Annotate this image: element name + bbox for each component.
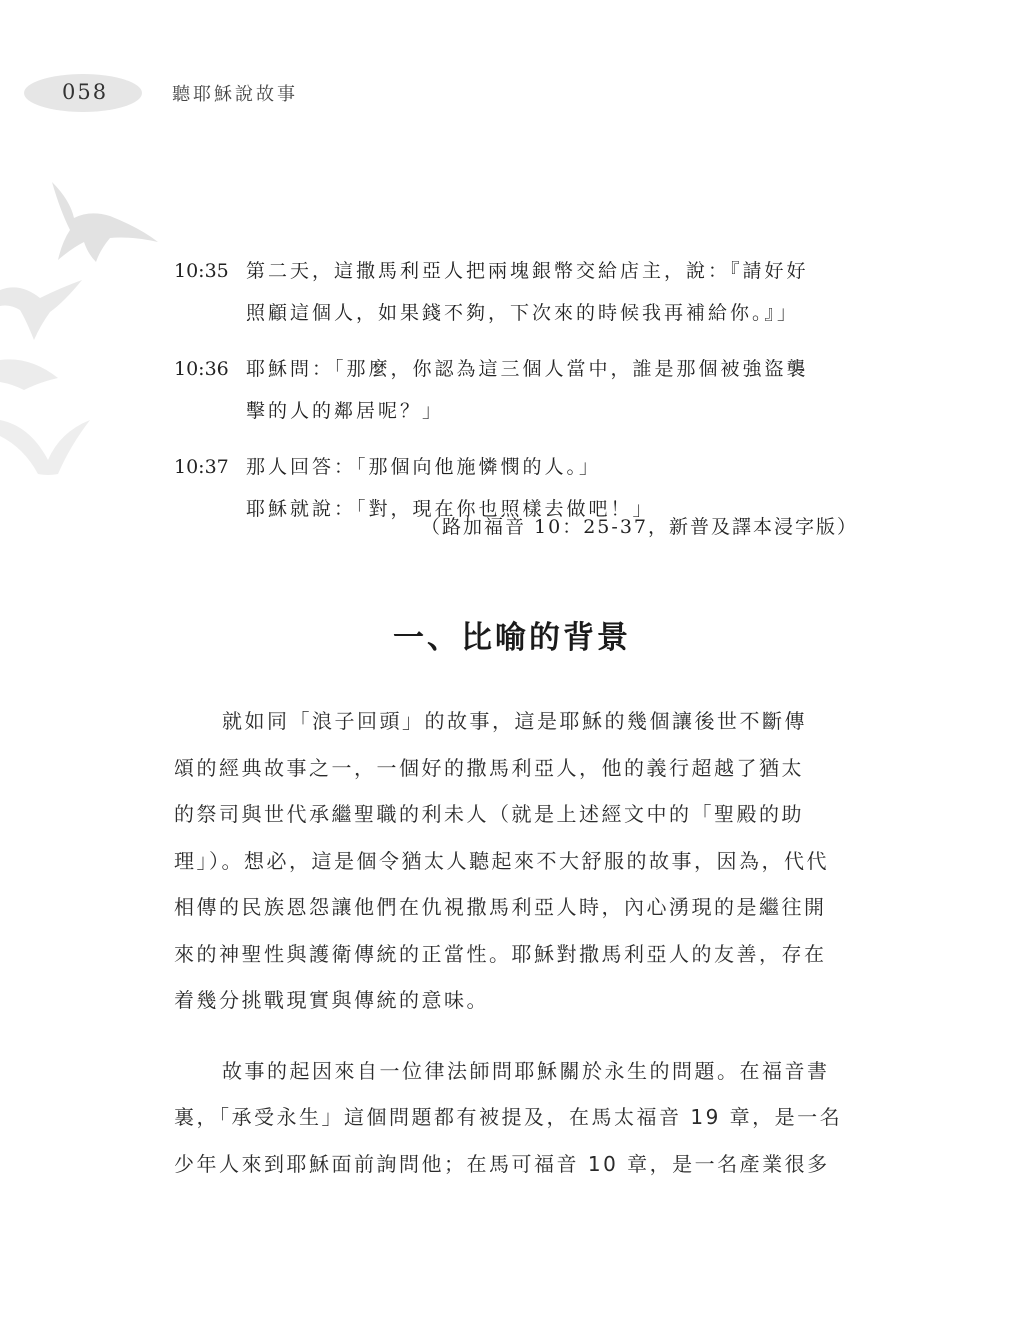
bird-book-watermark-icon (0, 170, 170, 500)
paragraph (174, 698, 864, 1024)
paragraph-line: 着幾分挑戰現實與傳統的意味。 (174, 988, 489, 1012)
paragraph-line: 少年人來到耶穌面前詢問他；在馬可福音 10 章，是一名產業很多 (174, 1151, 830, 1176)
verse-line: 第二天，這撒馬利亞人把兩塊銀幣交給店主，說：『請好好 (246, 260, 809, 282)
verse-10-35 (174, 250, 864, 334)
verse-number: 10:35 (174, 260, 229, 282)
paragraph (174, 1048, 864, 1188)
paragraph-line: 頌的經典故事之一，一個好的撒馬利亞人，他的義行超越了猶太 (174, 755, 804, 780)
page-number: 058 (62, 80, 109, 104)
section-heading: 一、比喻的背景 (393, 620, 631, 656)
verse-10-36 (174, 348, 864, 432)
verse-number: 10:37 (174, 456, 229, 478)
verse-line: 那人回答：「那個向他施憐憫的人。」 (246, 456, 602, 478)
verse-line: 照顧這個人，如果錢不夠，下次來的時候我再補給你。』」 (246, 302, 800, 324)
verse-text (246, 348, 864, 432)
verse-number: 10:36 (174, 358, 229, 380)
paragraph-line: 來的神聖性與護衛傳統的正當性。耶穌對撒馬利亞人的友善，存在 (174, 941, 827, 966)
verse-text (246, 250, 864, 334)
paragraph-line: 裏，「承受永生」這個問題都有被提及，在馬太福音 19 章，是一名 (174, 1105, 843, 1129)
body-text (174, 698, 864, 1211)
paragraph-line: 相傳的民族恩怨讓他們在仇視撒馬利亞人時，內心湧現的是繼往開 (174, 895, 827, 919)
scripture-citation: （路加福音 10：25-37，新普及譯本浸字版） (421, 516, 858, 538)
running-title: 聽耶穌說故事 (172, 84, 298, 105)
scripture-passage (174, 250, 864, 544)
paragraph-line: 就如同「浪子回頭」的故事，這是耶穌的幾個讓後世不斷傳 (222, 709, 807, 733)
verse-line: 擊的人的鄰居呢？」 (246, 400, 445, 422)
verse-line: 耶穌就說：「對，現在你也照樣去做吧！」 (246, 498, 655, 520)
paragraph-line: 的祭司與世代承繼聖職的利未人（就是上述經文中的「聖殿的助 (174, 802, 804, 826)
verse-line: 耶穌問：「那麼，你認為這三個人當中，誰是那個被強盜襲 (246, 358, 809, 380)
paragraph-line: 故事的起因來自一位律法師問耶穌關於永生的問題。在福音書 (222, 1058, 830, 1083)
paragraph-line: 理」）。想必，這是個令猶太人聽起來不大舒服的故事，因為，代代 (174, 848, 829, 873)
